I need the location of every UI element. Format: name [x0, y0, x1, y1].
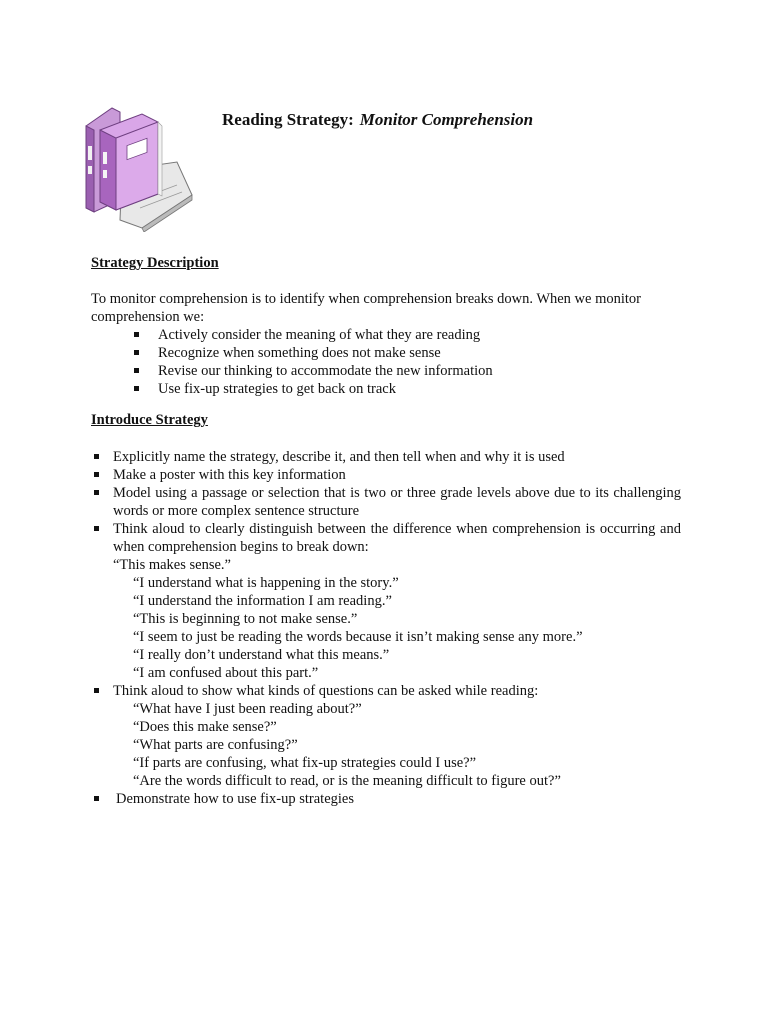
question-quote: “What parts are confusing?”: [133, 737, 298, 753]
list-item: [91, 326, 681, 344]
description-list: [91, 326, 681, 398]
title-sub: Monitor Comprehension: [359, 110, 534, 129]
bullet-icon: [134, 350, 139, 355]
introduce-list: [91, 448, 681, 808]
bullet-icon: [94, 490, 99, 495]
bullet-icon: [134, 368, 139, 373]
think-aloud-quote: “I seem to just be reading the words because it isn’t making sense any more.”: [133, 629, 583, 645]
list-item: [91, 448, 681, 466]
list-item-text: Think aloud to show what kinds of questions can be asked while reading:: [113, 683, 539, 699]
list-item-text: Demonstrate how to use fix-up strategies: [116, 791, 354, 807]
list-item: [91, 344, 681, 362]
bullet-icon: [94, 796, 99, 801]
think-aloud-quote: “I really don’t understand what this means.”: [133, 647, 390, 663]
list-item: [91, 790, 681, 808]
question-quote: “What have I just been reading about?”: [133, 701, 362, 717]
list-item: [91, 484, 681, 520]
page-title: [222, 110, 533, 130]
introduce-strategy-heading: Introduce Strategy: [91, 412, 208, 428]
list-item: [91, 682, 681, 790]
think-aloud-quote: “I understand the information I am reading.”: [133, 593, 392, 609]
list-item-text: Think aloud to clearly distinguish between the difference when comprehension is occurring and when comprehension begins to break down:: [113, 521, 681, 555]
description-intro: To monitor comprehension is to identify when comprehension breaks down. When we monitor comprehension we:: [91, 291, 642, 325]
books-illustration: [82, 100, 194, 232]
strategy-description-heading: Strategy Description: [91, 255, 219, 271]
question-quote: “Are the words difficult to read, or is the meaning difficult to figure out?”: [133, 773, 561, 789]
bullet-icon: [134, 332, 139, 337]
list-item: [91, 380, 681, 398]
list-item-text: Make a poster with this key information: [113, 467, 346, 483]
list-item: [91, 466, 681, 484]
bullet-icon: [134, 386, 139, 391]
list-item: [91, 520, 681, 682]
bullet-icon: [94, 688, 99, 693]
bullet-icon: [94, 454, 99, 459]
question-quote: “If parts are confusing, what fix-up strategies could I use?”: [133, 755, 477, 771]
title-main: Reading Strategy:: [222, 110, 354, 129]
think-aloud-quote: “I am confused about this part.”: [133, 665, 319, 681]
list-item-text: Recognize when something does not make sense: [158, 345, 441, 361]
question-quote: “Does this make sense?”: [133, 719, 277, 735]
list-item: [91, 362, 681, 380]
think-aloud-lead: “This makes sense.”: [113, 557, 231, 573]
bullet-icon: [94, 526, 99, 531]
think-aloud-quote: “I understand what is happening in the story.”: [133, 575, 399, 591]
bullet-icon: [94, 472, 99, 477]
list-item-text: Revise our thinking to accommodate the new information: [158, 363, 493, 379]
think-aloud-quote: “This is beginning to not make sense.”: [133, 611, 358, 627]
list-item-text: Actively consider the meaning of what they are reading: [158, 327, 481, 343]
list-item-text: Explicitly name the strategy, describe it, and then tell when and why it is used: [113, 449, 565, 465]
list-item-text: Use fix-up strategies to get back on track: [158, 381, 396, 397]
list-item-text: Model using a passage or selection that is two or three grade levels above due to its challenging words or more complex sentence structure: [113, 485, 681, 519]
